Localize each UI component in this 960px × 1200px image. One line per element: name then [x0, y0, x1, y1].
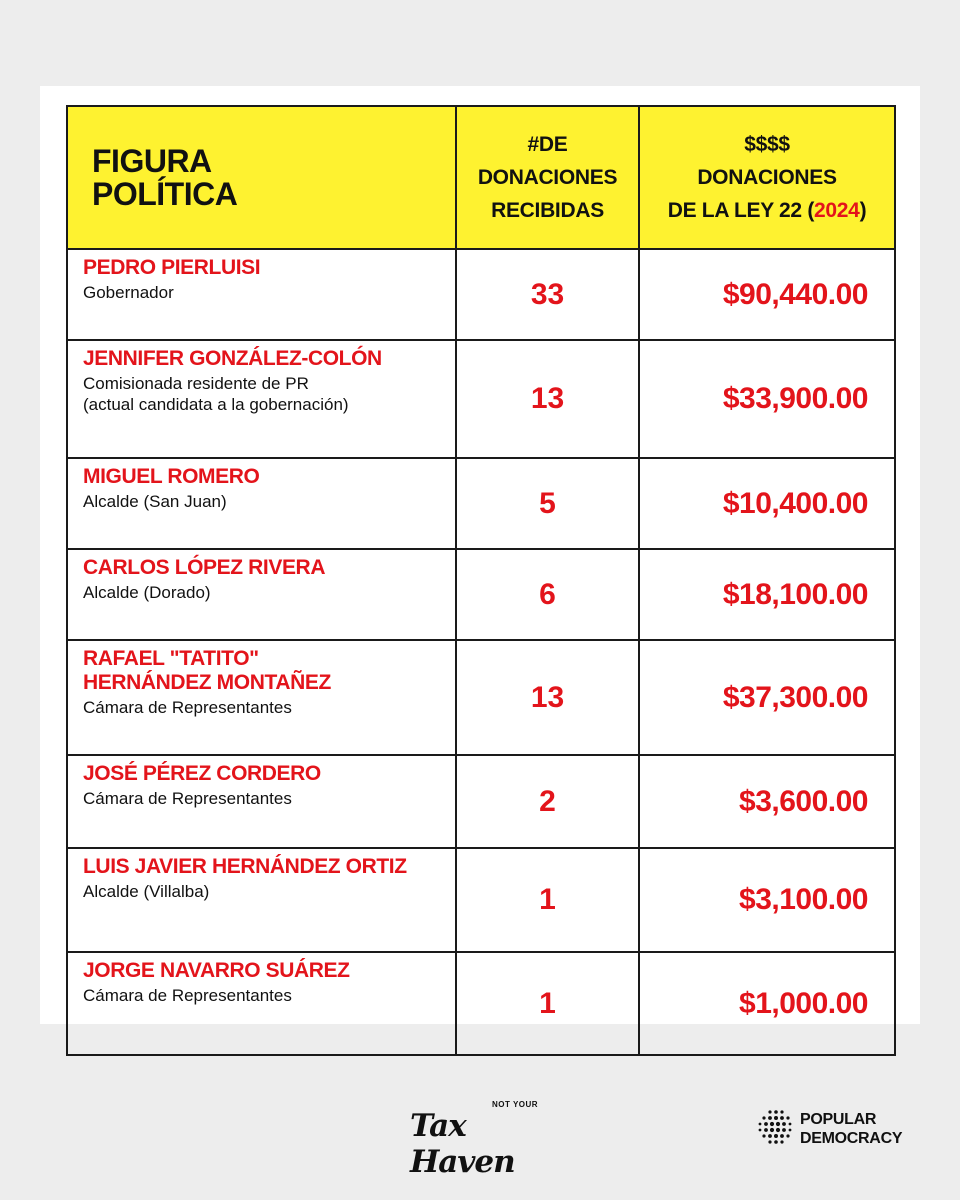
figure-cell: [67, 249, 456, 340]
header-col3-line3: [640, 194, 894, 227]
figure-role: Alcalde (Villalba): [83, 882, 210, 901]
donation-amount: $1,000.00: [639, 952, 895, 1055]
header-col3-prefix: DE LA LEY 22 (: [667, 199, 815, 222]
figure-role: Comisionada residente de PR: [83, 374, 309, 393]
logo-text: [800, 1110, 902, 1148]
table-row: [67, 340, 895, 458]
donation-count: 6: [456, 549, 639, 640]
figure-role: Cámara de Representantes: [83, 789, 292, 808]
table-row: [67, 755, 895, 848]
header-political-figure: [67, 106, 456, 249]
figure-role: Cámara de Representantes: [83, 986, 292, 1005]
figure-name: PEDRO PIERLUISI: [83, 256, 261, 279]
table-header-row: [67, 106, 895, 249]
donation-amount: $3,100.00: [639, 848, 895, 952]
header-col2-line3: RECIBIDAS: [491, 199, 604, 222]
not-your-tax-haven-logo: [410, 1100, 570, 1180]
figure-name: RAFAEL "TATITO": [83, 647, 259, 670]
donation-amount: $37,300.00: [639, 640, 895, 755]
donation-count: 2: [456, 755, 639, 848]
figure-role: Gobernador: [83, 283, 174, 302]
figure-cell: [67, 549, 456, 640]
header-col3-line2: DONACIONES: [697, 166, 837, 189]
donation-count: 33: [456, 249, 639, 340]
donation-count: 13: [456, 340, 639, 458]
donation-amount: $3,600.00: [639, 755, 895, 848]
table-row: [67, 458, 895, 549]
donation-amount: $10,400.00: [639, 458, 895, 549]
figure-name: CARLOS LÓPEZ RIVERA: [83, 556, 326, 579]
figure-cell: [67, 952, 456, 1055]
donation-amount: $18,100.00: [639, 549, 895, 640]
header-col2-line2: DONACIONES: [477, 166, 618, 189]
figure-name-line2: HERNÁNDEZ MONTAÑEZ: [83, 671, 331, 694]
figure-name: MIGUEL ROMERO: [83, 465, 260, 488]
figure-name: JENNIFER GONZÁLEZ-COLÓN: [83, 347, 382, 370]
figure-cell: [67, 755, 456, 848]
figure-role: Cámara de Representantes: [83, 698, 292, 717]
donation-amount: $90,440.00: [639, 249, 895, 340]
table-row: [67, 549, 895, 640]
table-row: [67, 640, 895, 755]
table-row: [67, 848, 895, 952]
table-row: [67, 249, 895, 340]
donation-count: 13: [456, 640, 639, 755]
figure-name: JORGE NAVARRO SUÁREZ: [83, 959, 350, 982]
figure-role-note: (actual candidata a la gobernación): [83, 395, 349, 414]
header-col1-line2: POLÍTICA: [92, 175, 238, 212]
header-year: 2024: [814, 199, 860, 222]
figure-cell: [67, 848, 456, 952]
figure-cell: [67, 340, 456, 458]
header-col3-suffix: ): [859, 199, 867, 222]
donations-table: [66, 105, 896, 1056]
donation-count: 1: [456, 848, 639, 952]
table-row: [67, 952, 895, 1055]
header-col1-line1: FIGURA: [92, 142, 212, 179]
dot-globe-icon: [756, 1108, 796, 1148]
logo-line2: DEMOCRACY: [800, 1130, 903, 1147]
figure-cell: [67, 640, 456, 755]
header-col3-line1: $$$$: [744, 133, 790, 156]
figure-name: JOSÉ PÉREZ CORDERO: [83, 762, 321, 785]
figure-cell: [67, 458, 456, 549]
logo-tagline: NOT YOUR: [492, 1100, 539, 1109]
popular-democracy-logo: [756, 1108, 946, 1152]
header-donation-amount: [639, 106, 895, 249]
donation-count: 5: [456, 458, 639, 549]
figure-role: Alcalde (San Juan): [83, 492, 227, 511]
figure-role: Alcalde (Dorado): [83, 583, 211, 602]
header-col2-line1: #DE: [527, 133, 568, 156]
logo-line1: POPULAR: [800, 1111, 877, 1128]
table-card: [40, 86, 920, 1024]
donation-amount: $33,900.00: [639, 340, 895, 458]
figure-name: LUIS JAVIER HERNÁNDEZ ORTIZ: [83, 855, 407, 878]
donation-count: 1: [456, 952, 639, 1055]
logo-wordmark: Tax Haven: [410, 1108, 515, 1180]
header-donation-count: [456, 106, 639, 249]
